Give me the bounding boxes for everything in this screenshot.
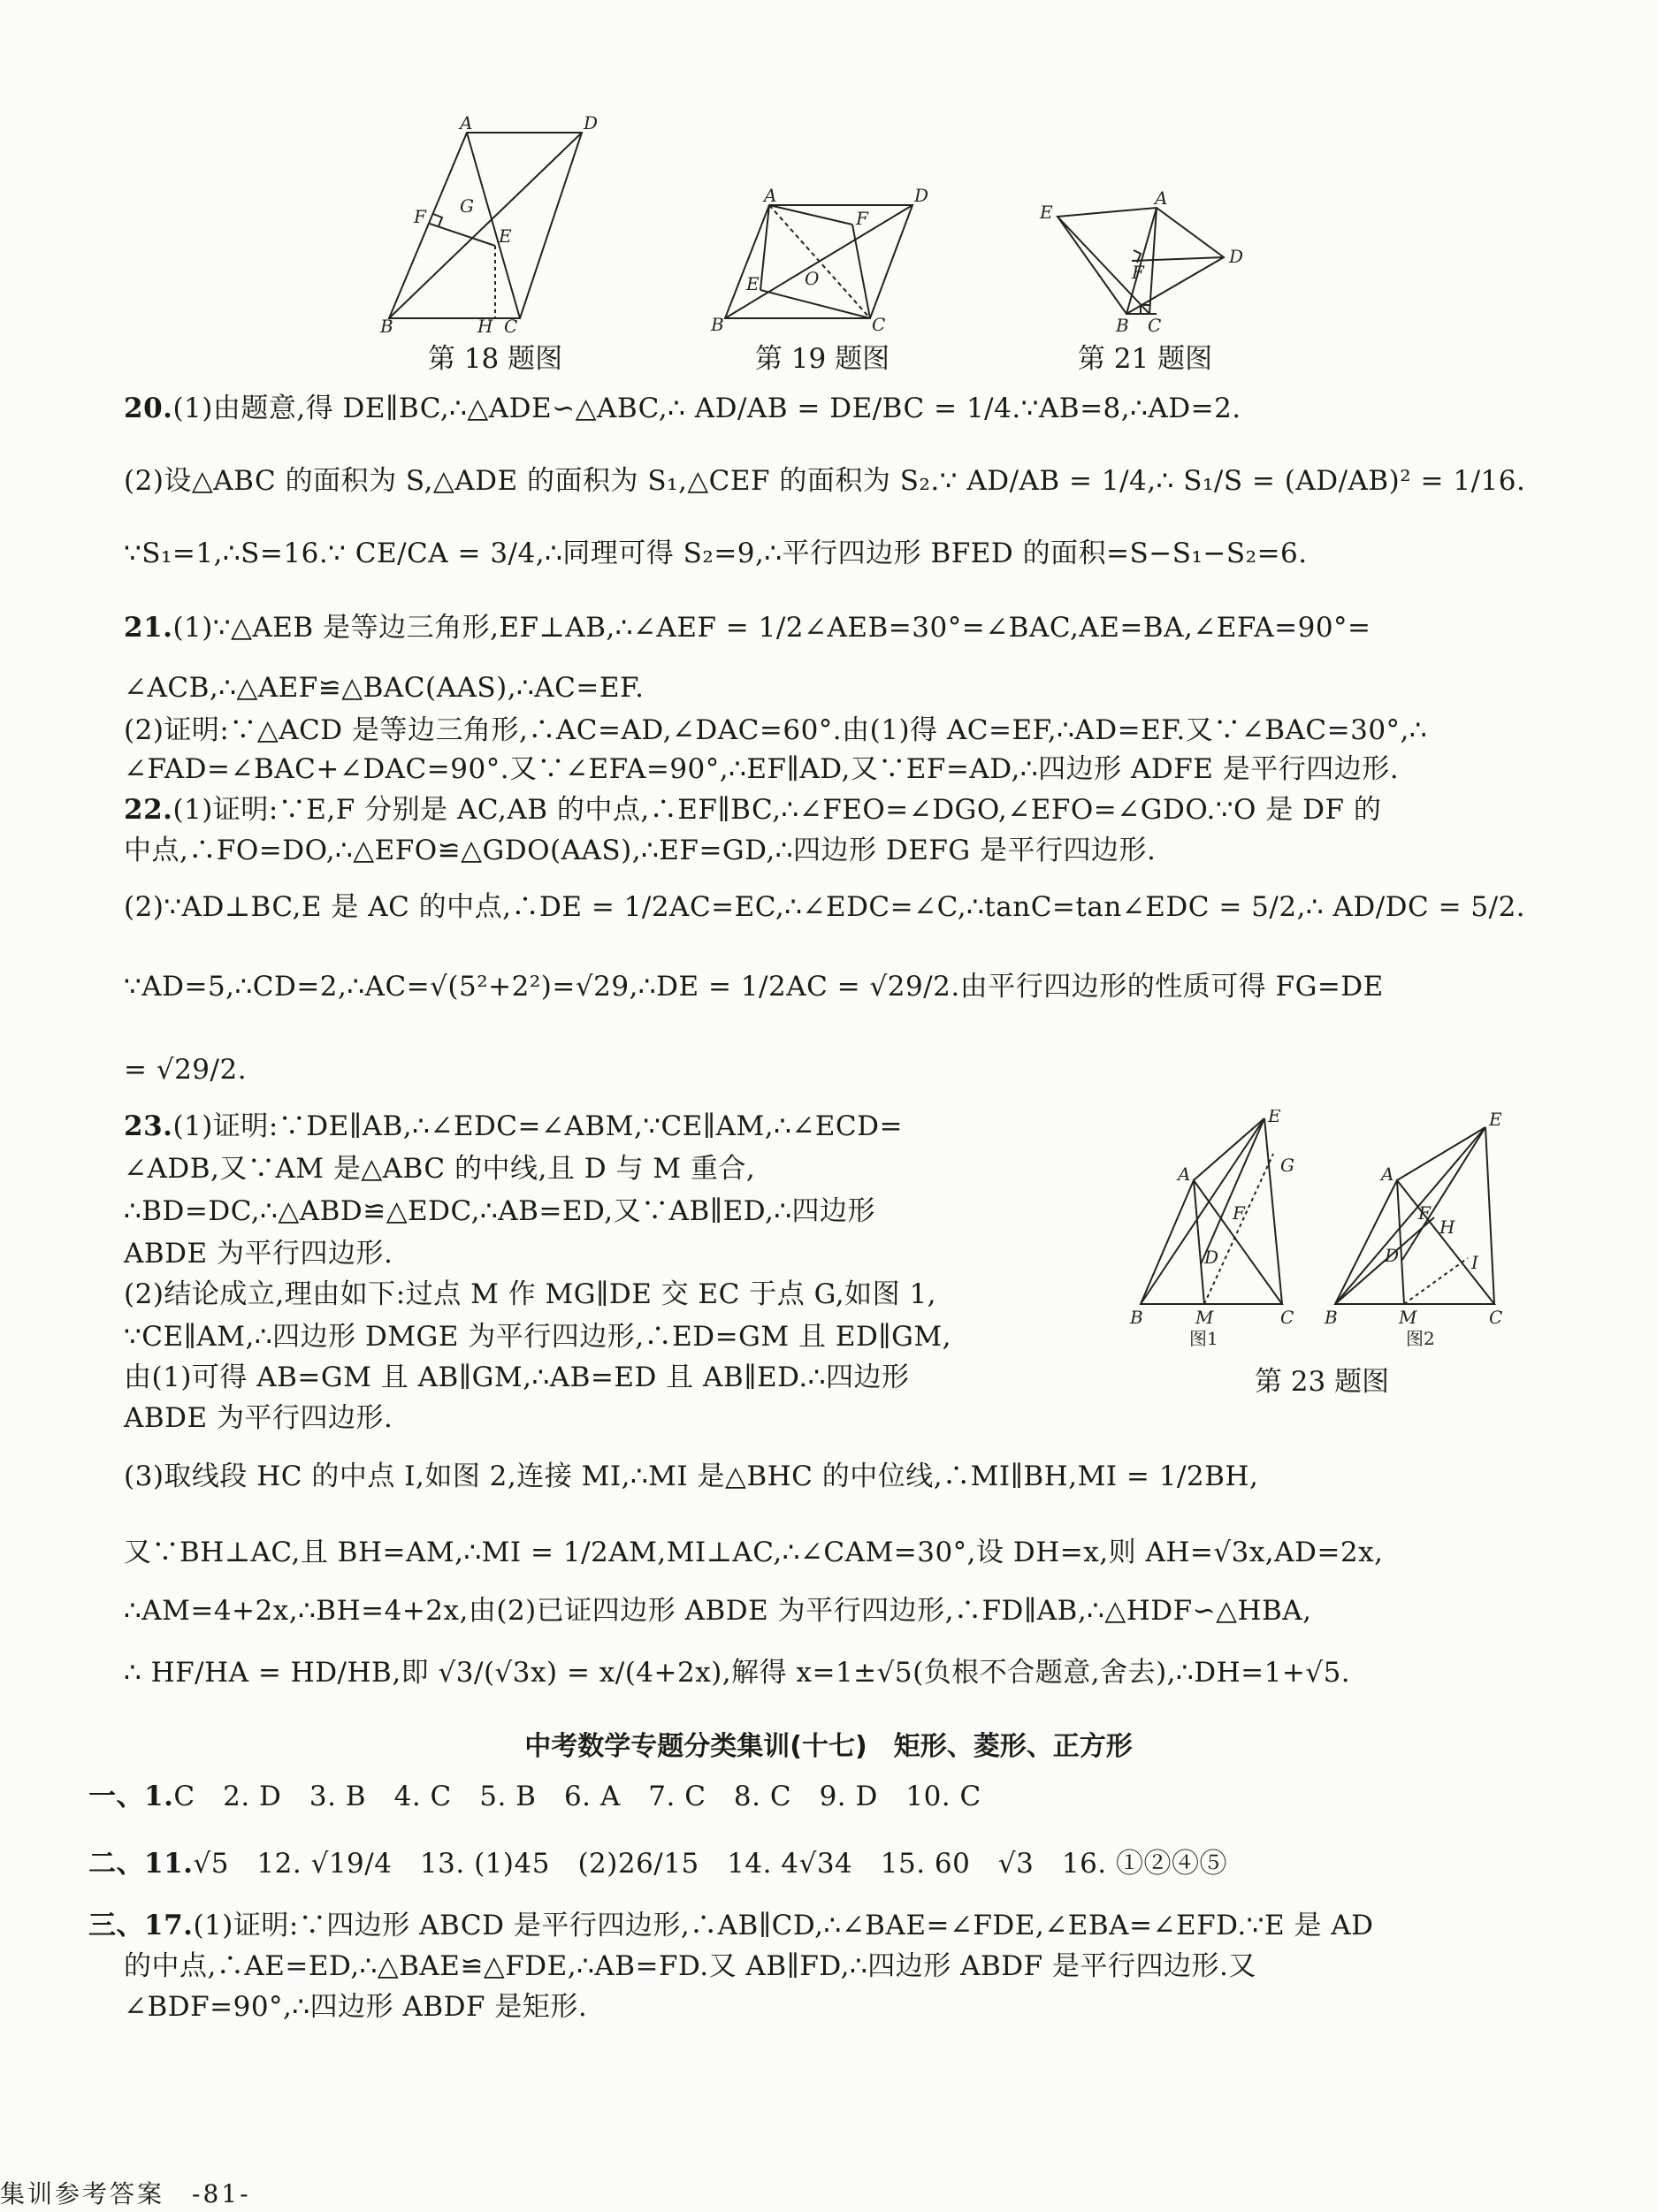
solution-line: ABDE 为平行四边形.	[124, 1402, 393, 1434]
fig23-label: C	[1280, 1307, 1294, 1328]
fig23-label: I	[1471, 1252, 1478, 1273]
fig21-label: F	[1132, 262, 1144, 283]
fig23-sub2: 图2	[1406, 1328, 1435, 1349]
fig19-label: B	[711, 314, 724, 334]
fig19-label: D	[914, 186, 929, 206]
fig23-label: M	[1195, 1307, 1214, 1328]
fig18-label: H	[477, 316, 493, 334]
solution-line: ∴BD=DC,∴△ABD≌△EDC,∴AB=ED,又∵AB∥ED,∴四边形	[124, 1195, 876, 1227]
figure-18-caption: 第 18 题图	[427, 343, 563, 375]
fig18-label: D	[584, 113, 599, 133]
fig23-label: D	[1204, 1247, 1219, 1268]
fig19-label: A	[764, 186, 777, 206]
solution-line: ∵S₁=1,∴S=16.∵ CE/CA = 3/4,∴同理可得 S₂=9,∴平行四边形 BFED 的面积=S−S₁−S₂=6.	[124, 538, 1308, 569]
fig23-label: F	[1233, 1202, 1245, 1224]
solution-line: (3)取线段 HC 的中点 I,如图 2,连接 MI,∴MI 是△BHC 的中位线,∴MI∥BH,MI = 1/2BH,	[124, 1461, 1259, 1492]
page-footer: 集训参考答案 -81-	[0, 2179, 251, 2208]
solution-line: (2)证明:∵△ACD 是等边三角形,∴AC=AD,∠DAC=60°.由(1)得 AC=EF,∴AD=EF.又∵∠BAC=30°,∴	[124, 714, 1428, 746]
figure-21	[1035, 190, 1256, 376]
fig21-label: D	[1229, 246, 1244, 267]
solution-line: 23.(1)证明:∵DE∥AB,∴∠EDC=∠ABM,∵CE∥AM,∴∠ECD=	[124, 1110, 903, 1142]
solution-line: 又∵BH⊥AC,且 BH=AM,∴MI = 1/2AM,MI⊥AC,∴∠CAM=30°,设 DH=x,则 AH=√3x,AD=2x,	[124, 1537, 1384, 1568]
solution-line: 由(1)可得 AB=GM 且 AB∥GM,∴AB=ED 且 AB∥ED.∴四边形	[124, 1362, 910, 1393]
solution-line: 21.(1)∵△AEB 是等边三角形,EF⊥AB,∴∠AEF = 1/2∠AEB=30°=∠BAC,AE=BA,∠EFA=90°=	[124, 612, 1371, 644]
fig19-label: C	[872, 314, 886, 334]
figure-21-diagram	[1035, 190, 1256, 334]
answer-line: ∠BDF=90°,∴四边形 ABDF 是矩形.	[124, 1991, 588, 2023]
solution-line: ∴AM=4+2x,∴BH=4+2x,由(2)已证四边形 ABDE 为平行四边形,∴FD∥AB,∴△HDF∽△HBA,	[124, 1595, 1312, 1627]
figure-23-diagram	[1123, 1110, 1521, 1357]
fig23-label: C	[1489, 1307, 1503, 1328]
answer-line: 一、1.C 2. D 3. B 4. C 5. B 6. A 7. C 8. C 9. D 10. C	[88, 1781, 981, 1812]
fig23-label: B	[1325, 1307, 1338, 1328]
solution-line: (2)∵AD⊥BC,E 是 AC 的中点,∴DE = 1/2AC=EC,∴∠EDC=∠C,∴tanC=tan∠EDC = 5/2,∴ AD/DC = 5/2.	[124, 891, 1526, 923]
fig18-label: G	[460, 195, 474, 217]
solution-line: (2)结论成立,理由如下:过点 M 作 MG∥DE 交 EC 于点 G,如图 1,	[124, 1278, 937, 1310]
fig18-label: F	[414, 206, 426, 227]
solution-line: = √29/2.	[124, 1054, 248, 1086]
fig18-label: A	[460, 113, 473, 133]
figure-18	[371, 113, 619, 376]
fig23-label: B	[1130, 1307, 1143, 1328]
fig18-label: C	[504, 316, 518, 334]
solution-line: 中点,∴FO=DO,∴△EFO≌△GDO(AAS),∴EF=GD,∴四边形 DEFG 是平行四边形.	[124, 835, 1157, 866]
fig23-label: G	[1280, 1155, 1294, 1176]
fig19-label: O	[805, 268, 820, 289]
fig23-label: E	[1489, 1110, 1502, 1130]
answer-line: 三、17.(1)证明:∵四边形 ABCD 是平行四边形,∴AB∥CD,∴∠BAE=∠FDE,∠EBA=∠EFD.∵E 是 AD	[88, 1910, 1374, 1941]
solution-line: ∠ACB,∴△AEF≌△BAC(AAS),∴AC=EF.	[124, 672, 645, 704]
figure-19-diagram	[707, 186, 937, 334]
fig23-label: D	[1385, 1245, 1400, 1266]
fig21-label: E	[1040, 202, 1053, 223]
solution-line: ∴ HF/HA = HD/HB,即 √3/(√3x) = x/(4+2x),解得 x=1±√5(负根不合题意,舍去),∴DH=1+√5.	[124, 1657, 1351, 1689]
fig23-label: A	[1178, 1163, 1191, 1185]
fig23-sub1: 图1	[1189, 1328, 1218, 1349]
solution-line: ABDE 为平行四边形.	[124, 1238, 393, 1270]
answer-line: 的中点,∴AE=ED,∴△BAE≌△FDE,∴AB=FD.又 AB∥FD,∴四边形 ABDF 是平行四边形.又	[124, 1950, 1256, 1982]
fig21-label: C	[1148, 315, 1162, 334]
fig23-label: E	[1268, 1110, 1281, 1126]
fig23-label: M	[1399, 1307, 1417, 1328]
fig21-label: B	[1116, 315, 1129, 334]
fig23-label: F	[1418, 1202, 1431, 1224]
solution-line: ∵AD=5,∴CD=2,∴AC=√(5²+2²)=√29,∴DE = 1/2AC = √29/2.由平行四边形的性质可得 FG=DE	[124, 971, 1384, 1003]
fig21-label: A	[1155, 190, 1168, 209]
fig23-label: H	[1439, 1217, 1455, 1238]
figure-18-diagram	[371, 113, 619, 334]
section-title: 中考数学专题分类集训(十七) 矩形、菱形、正方形	[524, 1731, 1133, 1762]
fig19-label: E	[746, 273, 760, 294]
figure-19-caption: 第 19 题图	[754, 343, 890, 375]
figure-23-caption: 第 23 题图	[1254, 1366, 1390, 1398]
fig19-label: F	[856, 208, 868, 229]
solution-line: ∵CE∥AM,∴四边形 DMGE 为平行四边形,∴ED=GM 且 ED∥GM,	[124, 1321, 951, 1353]
figure-23	[1123, 1110, 1521, 1399]
fig18-label: B	[380, 316, 393, 334]
solution-line: 22.(1)证明:∵E,F 分别是 AC,AB 的中点,∴EF∥BC,∴∠FEO=∠DGO,∠EFO=∠GDO.∵O 是 DF 的	[124, 794, 1382, 826]
solution-line: 20.(1)由题意,得 DE∥BC,∴△ADE∽△ABC,∴ AD/AB = DE/BC = 1/4.∵AB=8,∴AD=2.	[124, 393, 1241, 424]
solution-line: (2)设△ABC 的面积为 S,△ADE 的面积为 S₁,△CEF 的面积为 S₂.∵ AD/AB = 1/4,∴ S₁/S = (AD/AB)² = 1/16.	[124, 465, 1526, 497]
fig18-label: E	[499, 225, 512, 247]
figure-19	[707, 186, 937, 376]
answer-line: 二、11.√5 12. √19/4 13. (1)45 (2)26/15 14. 4√34 15. 60 √3 16. ①②④⑤	[88, 1848, 1228, 1880]
figure-21-caption: 第 21 题图	[1077, 343, 1213, 375]
fig23-label: A	[1381, 1163, 1394, 1185]
solution-line: ∠FAD=∠BAC+∠DAC=90°.又∵∠EFA=90°,∴EF∥AD,又∵EF=AD,∴四边形 ADFE 是平行四边形.	[124, 753, 1400, 785]
solution-line: ∠ADB,又∵AM 是△ABC 的中线,且 D 与 M 重合,	[124, 1153, 756, 1185]
